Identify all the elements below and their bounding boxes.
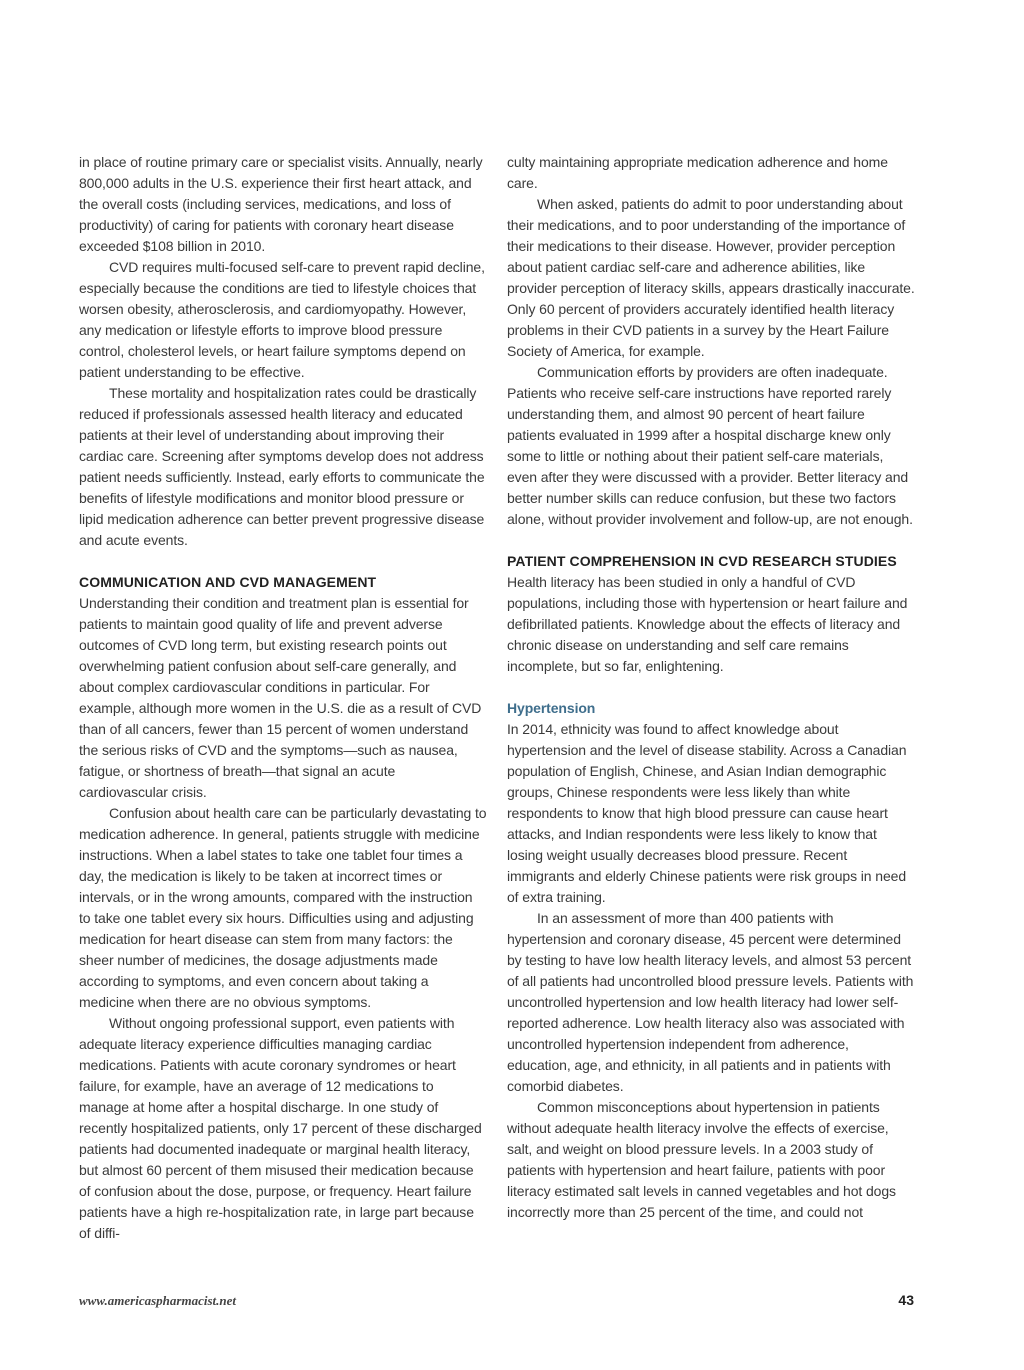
- body-paragraph: Without ongoing professional support, even patients with adequate literacy experience difficulties managing cardiac medications. Patients with acute coronary syndromes or heart failure, for example, have an average of 12 medications to manage at home after a hospital discharge. In one study of recently hospitalized patients, only 17 percent of these discharged patients had documented inadequate or marginal health literacy, but almost 60 percent of them misused their medication because of confusion about the dose, purpose, or frequency. Heart failure patients have a high re-hospitalization rate, in large part because of diffi-: [79, 1015, 482, 1241]
- body-paragraph: Communication efforts by providers are often inadequate. Patients who receive self-care instructions have reported rarely understanding them, and almost 90 percent of heart failure patients evaluated in 1999 after a hospital discharge knew only some to little or nothing about their patient self-care materials, even after they were discussed with a provider. Better literacy and better number skills can reduce confusion, but these two factors alone, without provider involvement and follow-up, are not enough.: [507, 364, 913, 527]
- section-heading: COMMUNICATION AND CVD MANAGEMENT: [79, 574, 377, 590]
- page-number: 43: [898, 1292, 914, 1308]
- body-paragraph: These mortality and hospitalization rates could be drastically reduced if professionals assessed health literacy and educated patients at their level of understanding about improving their cardiac care. Screening after symptoms develop does not address patient needs sufficiently. Instead, early efforts to communicate the benefits of lifestyle modifications and monitor blood pressure or lipid medication adherence can better prevent progressive disease and acute events.: [79, 385, 485, 548]
- body-paragraph: In an assessment of more than 400 patients with hypertension and coronary disease, 45 percent were determined by testing to have low health literacy levels, and almost 53 percent of all patients had uncontrolled blood pressure levels. Patients with uncontrolled hypertension and low health literacy had lower self-reported adherence. Low health literacy also was associated with uncontrolled hypertension independent from adherence, education, age, and ethnicity, in all patients and in patients with comorbid diabetes.: [507, 910, 914, 1094]
- right-column: [507, 152, 915, 1223]
- body-paragraph: Common misconceptions about hypertension in patients without adequate health literacy involve the effects of exercise, salt, and weight on blood pressure levels. In a 2003 study of patients with hypertension and heart failure, patients with poor literacy estimated salt levels in canned vegetables and hot dogs incorrectly more than 25 percent of the time, and could not: [507, 1099, 896, 1220]
- body-paragraph: Confusion about health care can be particularly devastating to medication adherence. In general, patients struggle with medicine instructions. When a label states to take one tablet four times a day, the medication is likely to be taken at incorrect times or intervals, or in the wrong amounts, compared with the instruction to take one tablet every six hours. Difficulties using and adjusting medication for heart disease can stem from many factors: the sheer number of medicines, the dosage adjustments made according to symptoms, and even concern about taking a medicine when there are no obvious symptoms.: [79, 805, 487, 1010]
- body-paragraph: culty maintaining appropriate medication adherence and home care.: [507, 154, 888, 191]
- body-paragraph: In 2014, ethnicity was found to affect knowledge about hypertension and the level of disease stability. Across a Canadian population of English, Chinese, and Asian Indian demographic groups, Chinese respondents were less likely than white respondents to know that high blood pressure can cause heart attacks, and Indian respondents were less likely to know that losing weight usually decreases blood pressure. Recent immigrants and elderly Chinese patients were risk groups in need of extra training.: [507, 721, 907, 905]
- body-paragraph: Understanding their condition and treatment plan is essential for patients to maintain good quality of life and prevent adverse outcomes of CVD long term, but existing research points out overwhelming patient confusion about self-care generally, and about complex cardiovascular conditions in particular. For example, although more women in the U.S. die as a result of CVD than of all cancers, fewer than 15 percent of women understand the serious risks of CVD and the symptoms—such as nausea, fatigue, or shortness of breath—that signal an acute cardiovascular crisis.: [79, 595, 482, 800]
- body-paragraph: When asked, patients do admit to poor understanding about their medications, and to poor understanding of the importance of their medications to their disease. However, provider perception about patient cardiac self-care and adherence abilities, like provider perception of literacy skills, appears drastically inaccurate. Only 60 percent of providers accurately identified health literacy problems in their CVD patients in a survey by the Heart Failure Society of America, for example.: [507, 196, 915, 359]
- left-column: [79, 152, 487, 1244]
- subsection-heading: Hypertension: [507, 700, 596, 716]
- footer-url[interactable]: www.americaspharmacist.net: [79, 1293, 236, 1308]
- body-paragraph: in place of routine primary care or specialist visits. Annually, nearly 800,000 adults in the U.S. experience their first heart attack, and the overall costs (including services, medications, and loss of productivity) of caring for patients with coronary heart disease exceeded $108 billion in 2010.: [79, 154, 483, 254]
- section-heading: PATIENT COMPREHENSION IN CVD RESEARCH STUDIES: [507, 553, 897, 569]
- body-paragraph: Health literacy has been studied in only a handful of CVD populations, including those with hypertension or heart failure and defibrillated patients. Knowledge about the effects of literacy and chronic disease on understanding and self care remains incomplete, but so far, enlightening.: [507, 574, 908, 674]
- body-paragraph: CVD requires multi-focused self-care to prevent rapid decline, especially because the conditions are tied to lifestyle choices that worsen obesity, atherosclerosis, and cardiomyopathy. However, any medication or lifestyle efforts to improve blood pressure control, cholesterol levels, or heart failure symptoms depend on patient understanding to be effective.: [79, 259, 485, 380]
